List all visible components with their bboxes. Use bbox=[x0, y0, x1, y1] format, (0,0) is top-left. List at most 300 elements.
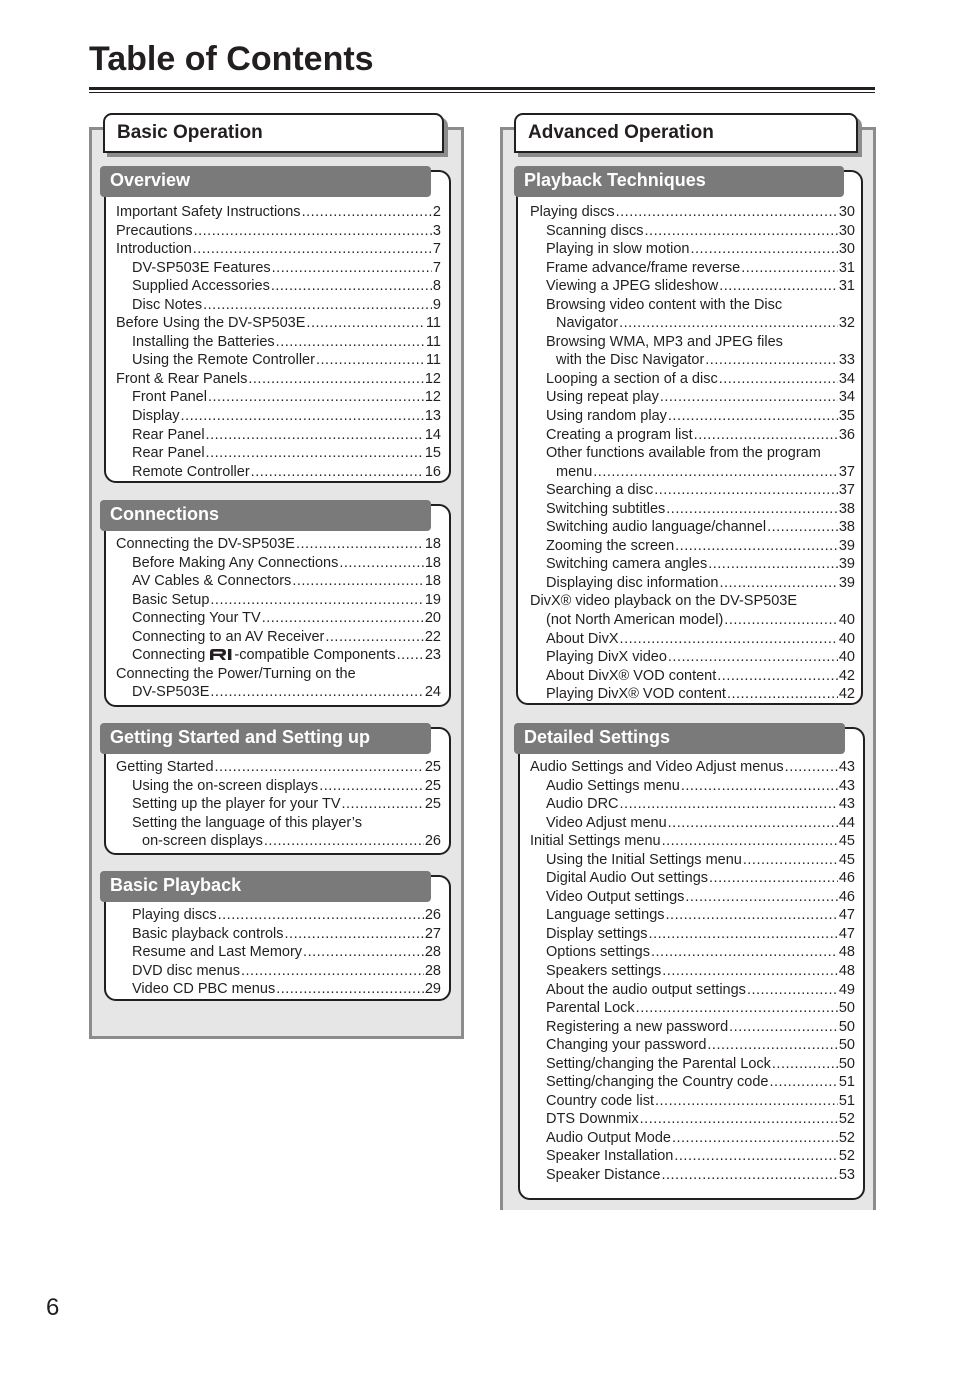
toc-entry bbox=[116, 535, 441, 554]
dot-leader bbox=[729, 1018, 838, 1037]
dot-leader bbox=[319, 777, 424, 796]
toc-entry-title: Playing discs bbox=[530, 204, 615, 220]
dot-leader bbox=[668, 407, 838, 426]
entry-list bbox=[530, 203, 855, 704]
dot-leader bbox=[668, 648, 838, 667]
toc-entry-text: -compatible Components bbox=[234, 647, 396, 664]
dot-leader bbox=[654, 481, 838, 500]
toc-entry-title: Connecting the DV-SP503E bbox=[116, 536, 295, 552]
toc-entry bbox=[116, 980, 441, 999]
toc-entry bbox=[116, 259, 441, 278]
dot-leader bbox=[215, 758, 424, 777]
dot-leader bbox=[681, 777, 838, 796]
page-title: Table of Contents bbox=[89, 40, 374, 78]
dot-leader bbox=[708, 555, 838, 574]
toc-entry bbox=[116, 777, 441, 796]
toc-entry bbox=[530, 444, 855, 463]
toc-entry-page: 32 bbox=[838, 315, 855, 332]
toc-entry-title: Connecting the Power/Turning on the bbox=[116, 665, 356, 682]
toc-entry-title: Remote Controller bbox=[132, 463, 250, 480]
toc-entry bbox=[530, 611, 855, 630]
toc-entry bbox=[530, 426, 855, 445]
dot-leader bbox=[719, 370, 838, 389]
section-playback-techniques bbox=[516, 170, 863, 705]
toc-entry bbox=[530, 463, 855, 482]
dot-leader bbox=[769, 1073, 837, 1092]
toc-entry-title: Resume and Last Memory bbox=[132, 944, 303, 961]
toc-entry-page: 24 bbox=[424, 684, 441, 701]
toc-entry-page: 38 bbox=[838, 519, 855, 536]
toc-entry-title: Using repeat play bbox=[546, 389, 659, 406]
toc-entry-title: Before Making Any Connections bbox=[132, 554, 339, 571]
toc-entry-title: Country code list bbox=[546, 1092, 654, 1109]
toc-entry-title: DTS Downmix bbox=[546, 1111, 639, 1128]
toc-entry-page: 53 bbox=[838, 1167, 855, 1184]
toc-entry-page: 34 bbox=[838, 370, 855, 387]
dot-leader bbox=[181, 407, 424, 426]
toc-entry-title: Basic Setup bbox=[132, 591, 210, 608]
toc-entry-title: AV Cables & Connectors bbox=[132, 573, 292, 590]
dot-leader bbox=[662, 962, 838, 981]
toc-entry-title: Playing DivX® VOD content bbox=[546, 686, 726, 703]
ri-logo-icon bbox=[209, 648, 233, 660]
section-heading: Connections bbox=[100, 500, 431, 531]
toc-entry bbox=[116, 296, 441, 315]
toc-entry-title: DV-SP503E bbox=[132, 684, 210, 701]
dot-leader bbox=[218, 906, 424, 925]
toc-entry-page: 37 bbox=[838, 463, 855, 480]
dot-leader bbox=[785, 758, 838, 777]
entry-list bbox=[116, 758, 441, 851]
toc-entry-page: 47 bbox=[838, 925, 855, 942]
toc-entry bbox=[116, 572, 441, 591]
dot-leader bbox=[719, 277, 838, 296]
toc-entry-title: Using the Remote Controller bbox=[132, 352, 315, 369]
toc-entry-page: 3 bbox=[432, 222, 441, 239]
toc-entry-page: 18 bbox=[424, 554, 441, 571]
toc-entry-page: 25 bbox=[424, 759, 441, 775]
panel-cut bbox=[500, 1210, 876, 1377]
toc-entry-page: 39 bbox=[838, 574, 855, 591]
dot-leader bbox=[342, 795, 424, 814]
entry-list bbox=[116, 535, 441, 702]
toc-entry bbox=[530, 943, 855, 962]
toc-entry-title: Switching subtitles bbox=[546, 500, 666, 517]
toc-entry bbox=[530, 296, 855, 315]
toc-entry-title: Viewing a JPEG slideshow bbox=[546, 278, 719, 295]
toc-entry bbox=[530, 351, 855, 370]
dot-leader bbox=[724, 611, 838, 630]
toc-entry bbox=[530, 240, 855, 259]
toc-entry bbox=[530, 1055, 855, 1074]
toc-entry bbox=[530, 1036, 855, 1055]
toc-entry bbox=[116, 925, 441, 944]
toc-entry-title: Frame advance/frame reverse bbox=[546, 259, 741, 276]
toc-entry-page: 13 bbox=[424, 408, 441, 425]
page-number: 6 bbox=[46, 1294, 60, 1321]
toc-entry-title: Parental Lock bbox=[546, 1000, 635, 1017]
dot-leader bbox=[593, 463, 838, 482]
toc-entry-page: 34 bbox=[838, 389, 855, 406]
dot-leader bbox=[675, 537, 838, 556]
dot-leader bbox=[306, 314, 425, 333]
toc-entry bbox=[530, 500, 855, 519]
toc-entry-title: Digital Audio Out settings bbox=[546, 870, 709, 887]
dot-leader bbox=[640, 1110, 838, 1129]
toc-entry bbox=[530, 888, 855, 907]
toc-entry-title: Switching camera angles bbox=[546, 556, 708, 573]
toc-entry bbox=[530, 537, 855, 556]
toc-entry bbox=[530, 277, 855, 296]
toc-entry-title: Browsing video content with the Disc bbox=[546, 296, 783, 313]
toc-entry-title: Playing in slow motion bbox=[546, 241, 690, 258]
toc-entry-page: 49 bbox=[838, 981, 855, 998]
toc-entry bbox=[116, 314, 441, 333]
toc-entry bbox=[530, 1147, 855, 1166]
dot-leader bbox=[292, 572, 424, 591]
toc-entry-title: Creating a program list bbox=[546, 426, 693, 443]
dot-leader bbox=[717, 667, 838, 686]
toc-entry-title: Rear Panel bbox=[132, 426, 205, 443]
toc-entry bbox=[530, 1092, 855, 1111]
toc-entry-page: 30 bbox=[838, 204, 855, 220]
toc-entry-page: 28 bbox=[424, 944, 441, 961]
toc-entry-title: Playing discs bbox=[132, 907, 217, 923]
toc-entry bbox=[530, 407, 855, 426]
toc-entry-title: Audio Output Mode bbox=[546, 1129, 671, 1146]
toc-entry bbox=[530, 981, 855, 1000]
toc-entry bbox=[116, 628, 441, 647]
dot-leader bbox=[645, 222, 838, 241]
toc-entry bbox=[116, 426, 441, 445]
toc-entry bbox=[116, 444, 441, 463]
toc-entry-page: 37 bbox=[838, 482, 855, 499]
toc-entry-page: 47 bbox=[838, 907, 855, 924]
toc-entry-page: 40 bbox=[838, 649, 855, 666]
toc-entry-title: Options settings bbox=[546, 944, 650, 961]
toc-entry-title: Using the on-screen displays bbox=[132, 777, 319, 794]
toc-entry-title: Installing the Batteries bbox=[132, 333, 275, 350]
toc-entry-page: 26 bbox=[424, 907, 441, 923]
toc-entry-page: 50 bbox=[838, 1037, 855, 1054]
toc-entry-page: 18 bbox=[424, 536, 441, 552]
toc-entry-title: Browsing WMA, MP3 and JPEG files bbox=[546, 333, 783, 350]
toc-entry-page: 11 bbox=[425, 352, 441, 369]
toc-entry-page: 11 bbox=[425, 333, 441, 350]
toc-entry-title: Registering a new password bbox=[546, 1018, 729, 1035]
section-basic-playback bbox=[104, 875, 451, 1001]
toc-entry-page: 19 bbox=[424, 591, 441, 608]
advanced-operation-tab: Advanced Operation bbox=[514, 113, 858, 153]
toc-entry bbox=[116, 609, 441, 628]
toc-entry-title: Connecting to an AV Receiver bbox=[132, 628, 325, 645]
toc-entry bbox=[116, 222, 441, 241]
toc-entry-title: Audio DRC bbox=[546, 796, 619, 813]
toc-entry-page: 27 bbox=[424, 925, 441, 942]
title-rule-thin bbox=[89, 92, 875, 93]
toc-entry-title: DV-SP503E Features bbox=[132, 259, 271, 276]
toc-entry-page: 48 bbox=[838, 944, 855, 961]
toc-entry-title: Looping a section of a disc bbox=[546, 370, 718, 387]
toc-entry-title: Front Panel bbox=[132, 389, 207, 406]
toc-entry-title: Introduction bbox=[116, 241, 192, 258]
toc-entry-title: Audio Settings and Video Adjust menus bbox=[530, 759, 784, 775]
dot-leader bbox=[210, 591, 423, 610]
toc-entry bbox=[116, 646, 441, 665]
toc-entry-page: 29 bbox=[424, 981, 441, 998]
toc-entry-page: 16 bbox=[424, 463, 441, 480]
section-heading: Detailed Settings bbox=[514, 723, 845, 754]
entry-list bbox=[530, 758, 855, 1185]
toc-entry-title: Setting up the player for your TV bbox=[132, 796, 341, 813]
toc-entry bbox=[530, 481, 855, 500]
dot-leader bbox=[772, 1055, 838, 1074]
toc-entry-page: 28 bbox=[424, 962, 441, 979]
toc-entry bbox=[116, 814, 441, 833]
toc-entry-title: Precautions bbox=[116, 222, 193, 239]
dot-leader bbox=[276, 980, 424, 999]
toc-entry bbox=[530, 906, 855, 925]
toc-entry bbox=[530, 758, 855, 777]
dot-leader bbox=[666, 500, 838, 519]
toc-entry bbox=[530, 851, 855, 870]
toc-entry-title: Setting/changing the Parental Lock bbox=[546, 1055, 771, 1072]
toc-entry bbox=[116, 333, 441, 352]
toc-entry bbox=[116, 906, 441, 925]
toc-entry bbox=[530, 203, 855, 222]
dot-leader bbox=[302, 203, 432, 222]
toc-entry-title: Video CD PBC menus bbox=[132, 981, 276, 998]
dot-leader bbox=[707, 1036, 837, 1055]
toc-entry bbox=[530, 648, 855, 667]
toc-entry-title: (not North American model) bbox=[546, 612, 724, 629]
toc-entry bbox=[116, 407, 441, 426]
dot-leader bbox=[316, 351, 425, 370]
title-rule bbox=[89, 87, 875, 90]
toc-entry bbox=[530, 869, 855, 888]
toc-entry-title: Getting Started bbox=[116, 759, 214, 775]
dot-leader bbox=[241, 962, 424, 981]
toc-entry-title: Audio Settings menu bbox=[546, 777, 680, 794]
dot-leader bbox=[651, 943, 838, 962]
toc-entry-title: Zooming the screen bbox=[546, 537, 675, 554]
toc-entry bbox=[116, 351, 441, 370]
toc-entry-page: 52 bbox=[838, 1148, 855, 1165]
toc-entry-page: 31 bbox=[838, 259, 855, 276]
toc-entry bbox=[116, 240, 441, 259]
toc-entry-title: menu bbox=[556, 463, 593, 480]
toc-entry-title: Video Adjust menu bbox=[546, 814, 667, 831]
dot-leader bbox=[296, 535, 424, 554]
toc-entry-page: 40 bbox=[838, 612, 855, 629]
dot-leader bbox=[741, 259, 838, 278]
toc-entry-title: Speaker Installation bbox=[546, 1148, 674, 1165]
toc-entry-title: Changing your password bbox=[546, 1037, 707, 1054]
section-heading: Playback Techniques bbox=[514, 166, 844, 197]
dot-leader bbox=[193, 240, 432, 259]
toc-entry bbox=[530, 999, 855, 1018]
dot-leader bbox=[747, 981, 838, 1000]
dot-leader bbox=[709, 869, 838, 888]
dot-leader bbox=[210, 683, 423, 702]
toc-entry-page: 9 bbox=[432, 296, 441, 313]
dot-leader bbox=[272, 259, 432, 278]
dot-leader bbox=[661, 1166, 837, 1185]
toc-entry bbox=[530, 222, 855, 241]
toc-entry-title: Playing DivX video bbox=[546, 649, 667, 666]
toc-entry-page: 51 bbox=[838, 1074, 855, 1091]
toc-entry-page: 35 bbox=[838, 408, 855, 425]
entry-list bbox=[116, 203, 441, 481]
dot-leader bbox=[248, 370, 423, 389]
toc-entry-page: 14 bbox=[424, 426, 441, 443]
section-connections bbox=[104, 504, 451, 707]
toc-entry-page: 50 bbox=[838, 1018, 855, 1035]
toc-entry-title: Language settings bbox=[546, 907, 665, 924]
toc-entry-page: 39 bbox=[838, 537, 855, 554]
toc-entry-title: Setting/changing the Country code bbox=[546, 1074, 769, 1091]
toc-entry-title: Speaker Distance bbox=[546, 1167, 661, 1184]
toc-entry-title: About the audio output settings bbox=[546, 981, 746, 998]
basic-operation-tab: Basic Operation bbox=[103, 113, 444, 153]
dot-leader bbox=[619, 314, 838, 333]
toc-entry-title: Using random play bbox=[546, 408, 667, 425]
toc-entry bbox=[530, 1166, 855, 1185]
toc-entry-page: 42 bbox=[838, 686, 855, 703]
toc-entry-page: 46 bbox=[838, 870, 855, 887]
toc-entry-page: 38 bbox=[838, 500, 855, 517]
toc-entry-page: 52 bbox=[838, 1111, 855, 1128]
dot-leader bbox=[206, 426, 424, 445]
toc-entry-page: 26 bbox=[424, 833, 441, 850]
toc-entry-title: Basic playback controls bbox=[132, 925, 284, 942]
toc-entry bbox=[530, 814, 855, 833]
toc-entry-title: Scanning discs bbox=[546, 222, 644, 239]
dot-leader bbox=[203, 296, 432, 315]
toc-entry-title: Before Using the DV-SP503E bbox=[116, 315, 306, 332]
toc-entry-page: 2 bbox=[432, 204, 441, 220]
dot-leader bbox=[727, 685, 838, 704]
toc-entry bbox=[530, 1018, 855, 1037]
toc-entry-page: 44 bbox=[838, 814, 855, 831]
toc-entry-title: Rear Panel bbox=[132, 445, 205, 462]
toc-entry bbox=[116, 277, 441, 296]
toc-entry-title: Initial Settings menu bbox=[530, 833, 661, 850]
toc-entry-page: 45 bbox=[838, 851, 855, 868]
toc-entry-page: 43 bbox=[838, 759, 855, 775]
toc-entry bbox=[530, 259, 855, 278]
toc-entry-page: 40 bbox=[838, 630, 855, 647]
toc-entry bbox=[530, 1073, 855, 1092]
toc-entry-title: DivX® video playback on the DV-SP503E bbox=[530, 593, 797, 610]
dot-leader bbox=[674, 1147, 838, 1166]
toc-entry-title: Searching a disc bbox=[546, 482, 654, 499]
toc-entry-prefix: Connecting bbox=[132, 647, 210, 664]
toc-entry bbox=[530, 555, 855, 574]
toc-entry-title: About DivX bbox=[546, 630, 619, 647]
dot-leader bbox=[668, 814, 838, 833]
toc-entry bbox=[116, 758, 441, 777]
toc-entry-page: 43 bbox=[838, 796, 855, 813]
toc-entry bbox=[530, 388, 855, 407]
toc-entry bbox=[530, 685, 855, 704]
toc-entry-page: 42 bbox=[838, 667, 855, 684]
dot-leader bbox=[264, 832, 424, 851]
toc-entry bbox=[530, 925, 855, 944]
toc-entry bbox=[116, 795, 441, 814]
toc-entry-page: 11 bbox=[425, 315, 441, 332]
toc-entry-page: 7 bbox=[432, 241, 441, 258]
toc-entry bbox=[530, 592, 855, 611]
dot-leader bbox=[206, 444, 424, 463]
dot-leader bbox=[690, 240, 837, 259]
dot-leader bbox=[208, 388, 424, 407]
toc-entry-title: Important Safety Instructions bbox=[116, 204, 301, 220]
toc-entry-page: 46 bbox=[838, 888, 855, 905]
toc-entry bbox=[116, 388, 441, 407]
dot-leader bbox=[303, 943, 424, 962]
toc-entry-title: Navigator bbox=[556, 315, 619, 332]
dot-leader bbox=[271, 277, 432, 296]
dot-leader bbox=[672, 1129, 838, 1148]
toc-entry bbox=[530, 795, 855, 814]
dot-leader bbox=[694, 426, 838, 445]
toc-entry-title: Other functions available from the program bbox=[546, 445, 821, 462]
toc-entry bbox=[530, 333, 855, 352]
toc-entry-page: 23 bbox=[424, 647, 441, 664]
toc-entry-page: 50 bbox=[838, 1000, 855, 1017]
toc-entry-title: Connecting Your TV bbox=[132, 610, 261, 627]
dot-leader bbox=[743, 851, 838, 870]
dot-leader bbox=[339, 554, 424, 573]
toc-entry bbox=[116, 591, 441, 610]
toc-entry-page: 25 bbox=[424, 777, 441, 794]
dot-leader bbox=[276, 333, 425, 352]
toc-entry-page: 30 bbox=[838, 241, 855, 258]
toc-entry bbox=[530, 574, 855, 593]
toc-entry bbox=[116, 832, 441, 851]
toc-entry-page: 45 bbox=[838, 833, 855, 850]
toc-entry-title: About DivX® VOD content bbox=[546, 667, 717, 684]
toc-entry bbox=[530, 370, 855, 389]
toc-entry-page: 39 bbox=[838, 556, 855, 573]
toc-entry bbox=[530, 1129, 855, 1148]
toc-entry-page: 50 bbox=[838, 1055, 855, 1072]
toc-entry-title: with the Disc Navigator bbox=[556, 352, 705, 369]
dot-leader bbox=[262, 609, 424, 628]
dot-leader bbox=[194, 222, 432, 241]
section-getting-started bbox=[104, 727, 451, 855]
dot-leader bbox=[767, 518, 838, 537]
dot-leader bbox=[251, 463, 424, 482]
toc-entry-page: 7 bbox=[432, 259, 441, 276]
dot-leader bbox=[325, 628, 423, 647]
toc-entry-page: 33 bbox=[838, 352, 855, 369]
toc-entry-title: DVD disc menus bbox=[132, 962, 240, 979]
toc-entry-page: 30 bbox=[838, 222, 855, 239]
toc-entry-page: 31 bbox=[838, 278, 855, 295]
dot-leader bbox=[649, 925, 838, 944]
dot-leader bbox=[620, 795, 838, 814]
toc-entry bbox=[116, 665, 441, 684]
dot-leader bbox=[616, 203, 838, 222]
section-heading: Overview bbox=[100, 166, 431, 197]
toc-entry-title: on-screen displays bbox=[142, 833, 263, 850]
dot-leader bbox=[685, 888, 837, 907]
dot-leader bbox=[662, 832, 838, 851]
toc-entry-title: Display bbox=[132, 408, 180, 425]
toc-entry-title: Display settings bbox=[546, 925, 648, 942]
